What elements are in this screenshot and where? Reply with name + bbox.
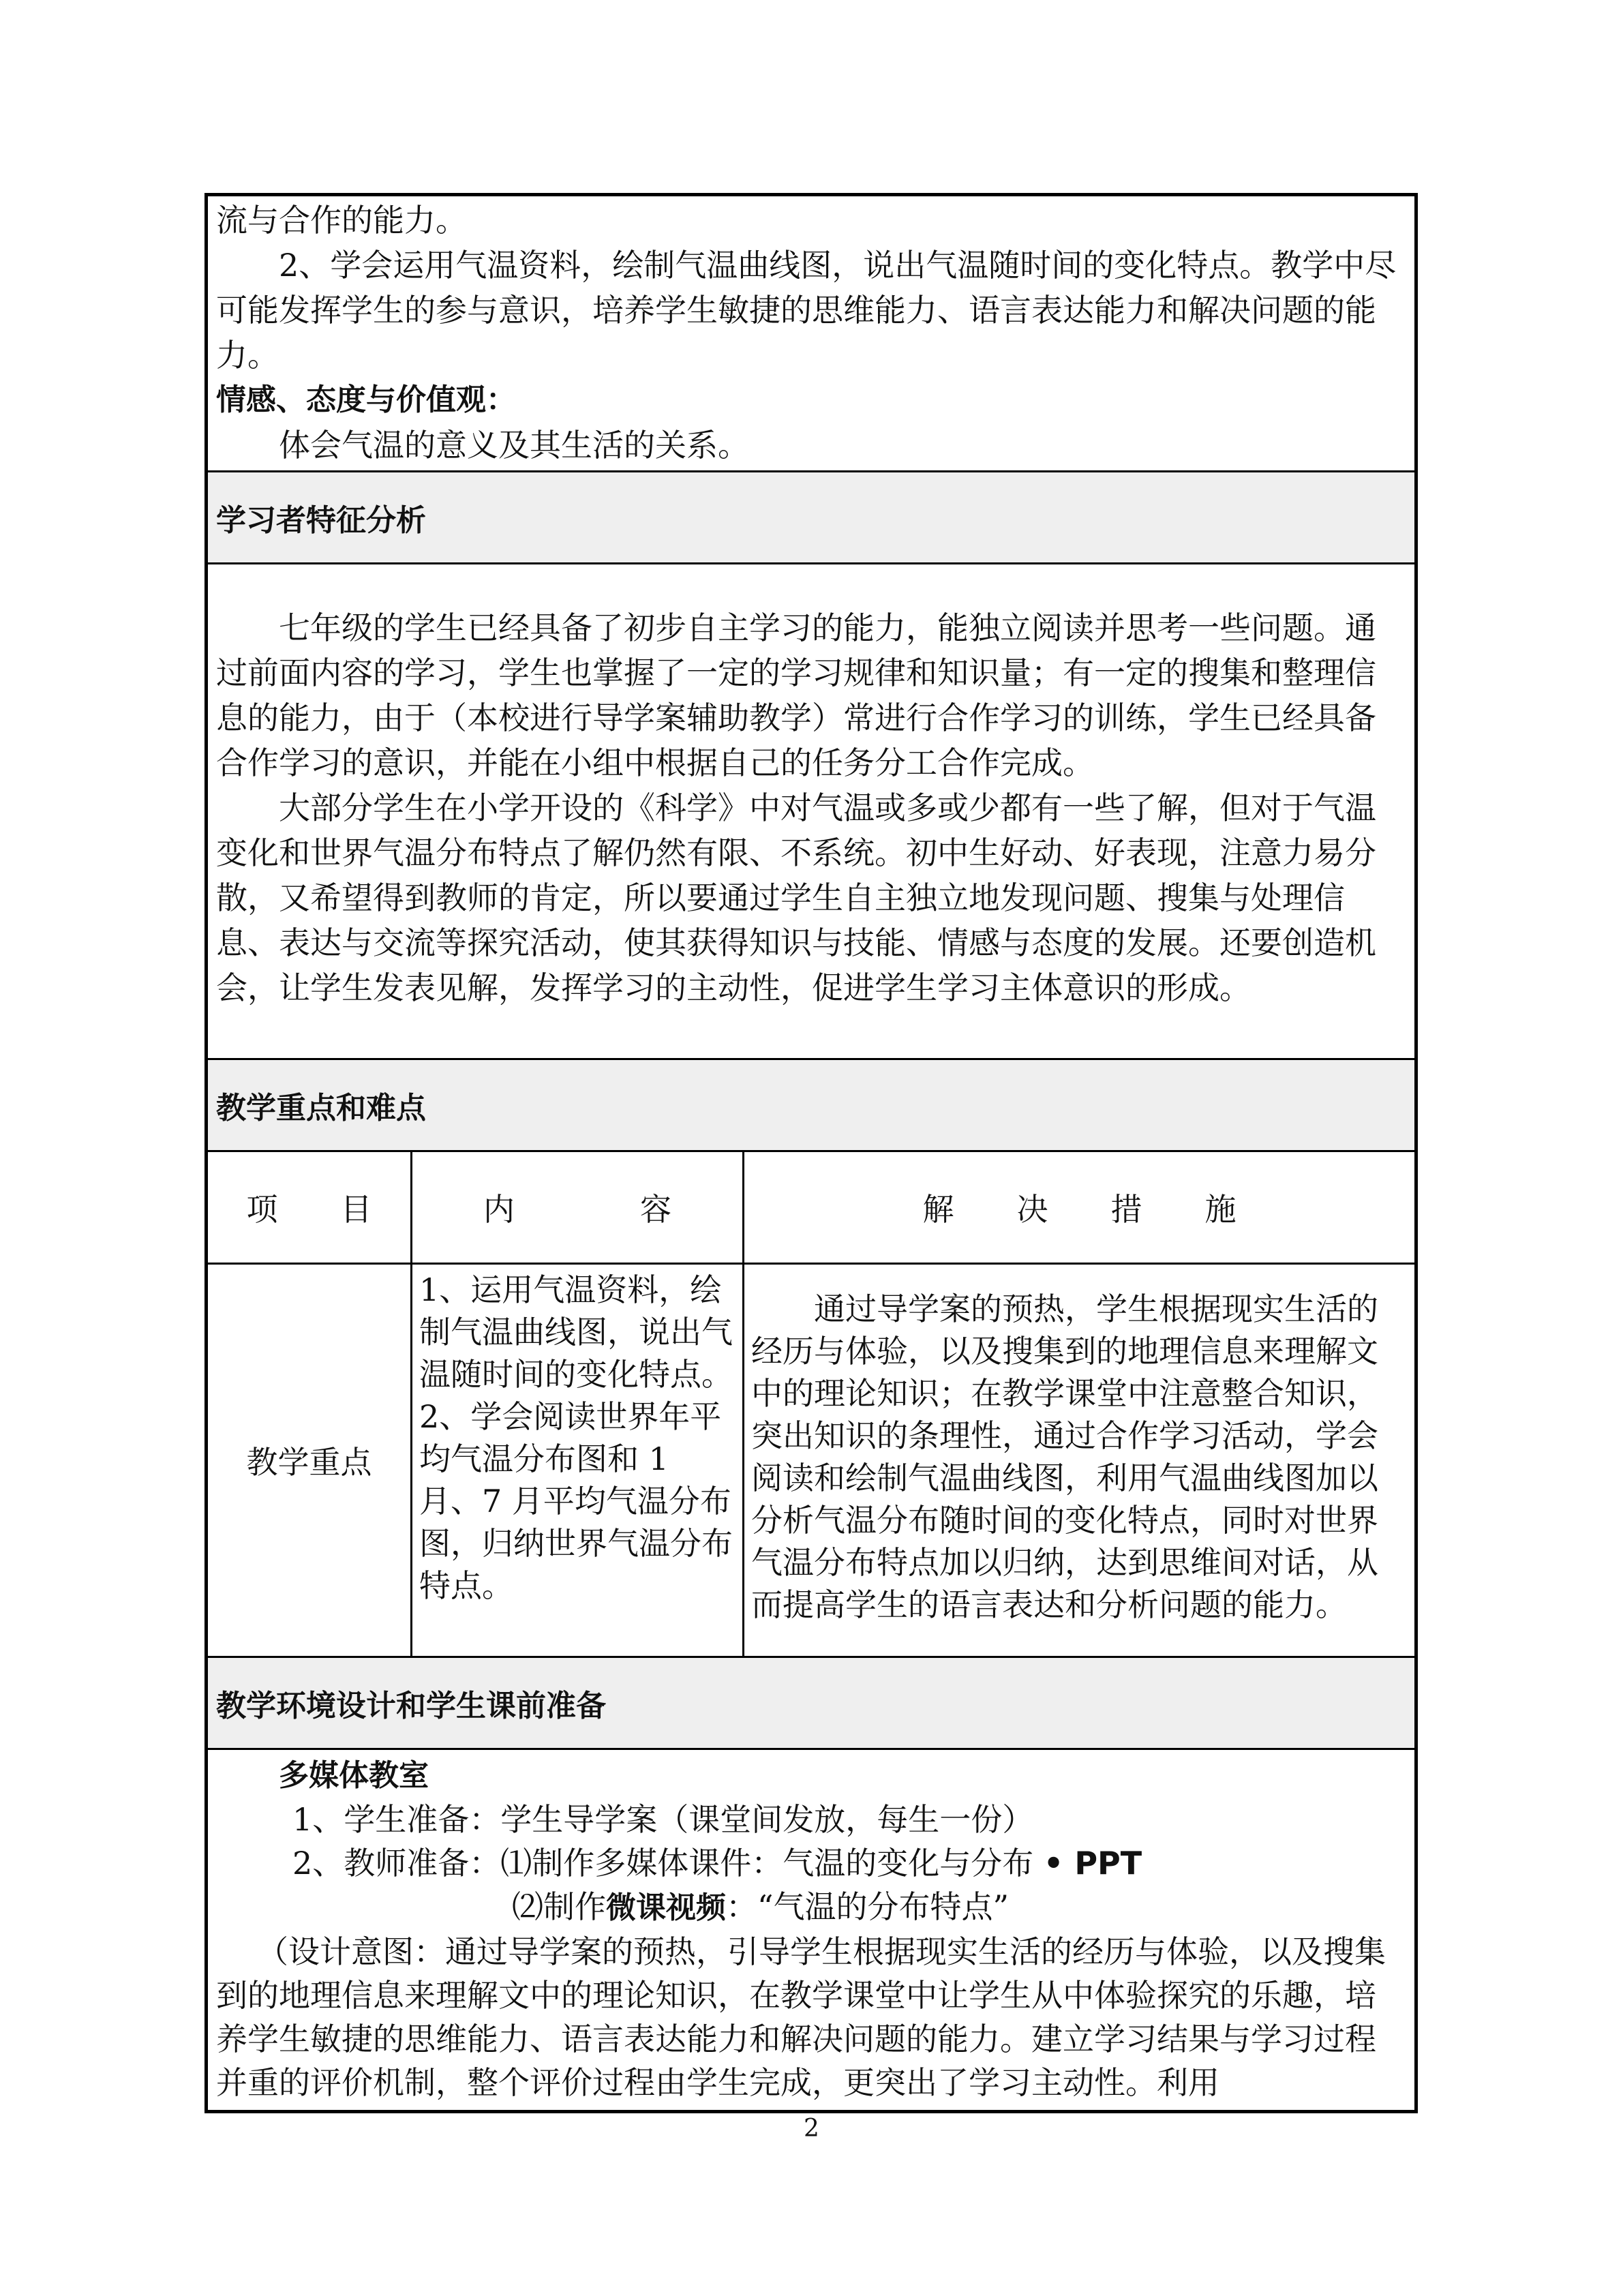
objective-line: 流与合作的能力。 — [216, 202, 467, 239]
micro-video-label: 微课视频 — [606, 1890, 726, 1925]
row-label: 教学重点 — [246, 1444, 372, 1481]
col-content-header: 内 容 — [412, 1152, 742, 1265]
teacher-prep-b — [216, 1885, 1406, 1930]
col-item-header: 项 目 — [208, 1152, 410, 1265]
objectives-section — [208, 196, 1414, 472]
learner-paragraph-2: 大部分学生在小学开设的《科学》中对气温或多或少都有一些了解，但对于气温变化和世界气温分布特点了解仍然有限、不系统。初中生好动、好表现，注意力易分散，又希望得到教师的肯定，所以要通过学生自主独立地发现问题、搜集与处理信息、表达与交流等探究活动，使其获得知识与技能、情感与态度的发展。还要创造机会，让学生发表见解，发挥学习的主动性，促进学生学习主体意识的形成。 — [216, 789, 1376, 1006]
row-content: 1、运用气温资料，绘制气温曲线图，说出气温随时间的变化特点。2、学会阅读世界年平均气温分布图和 1 月、7 月平均气温分布图，归纳世界气温分布特点。 — [419, 1271, 733, 1604]
keypoints-table — [208, 1152, 1414, 1658]
row-measure: 通过导学案的预热，学生根据现实生活的经历与体验，以及搜集到的地理信息来理解文中的理论知识；在教学课堂中注意整合知识，突出知识的条理性，通过合作学习活动，学会阅读和绘制气温曲线图，利用气温曲线图加以分析气温分布随时间的变化特点，同时对世界气温分布特点加以归纳，达到思维间对话，从而提高学生的语言表达和分析问题的能力。 — [751, 1290, 1378, 1623]
objective-2: 2、学会运用气温资料，绘制气温曲线图，说出气温随时间的变化特点。教学中尽可能发挥学生的参与意识，培养学生敏捷的思维能力、语言表达能力和解决问题的能力。 — [216, 247, 1397, 374]
room-label: 多媒体教室 — [279, 1758, 429, 1793]
learner-paragraph-1: 七年级的学生已经具备了初步自主学习的能力，能独立阅读并思考一些问题。通过前面内容的学习，学生也掌握了一定的学习规律和知识量；有一定的搜集和整理信息的能力，由于（本校进行导学案辅助教学）常进行合作学习的训练，学生已经具备合作学习的意识，并能在小组中根据自己的任务分工合作完成。 — [216, 609, 1376, 781]
lesson-plan-table — [204, 193, 1418, 2113]
emotion-text: 体会气温的意义及其生活的关系。 — [279, 427, 749, 464]
page-number: 2 — [804, 2115, 819, 2143]
design-intent: （设计意图：通过导学案的预热，引导学生根据现实生活的经历与体验，以及搜集到的地理信息来理解文中的理论知识，在教学课堂中让学生从中体验探究的乐趣，培养学生敏捷的思维能力、语言表达能力和解决问题的能力。建立学习结果与学习过程并重的评价机制，整个评价过程由学生完成，更突出了学习主动性。利用 — [216, 1933, 1386, 2101]
emotion-title: 情感、态度与价值观： — [216, 382, 516, 417]
environment-heading: 教学环境设计和学生课前准备 — [208, 1658, 1414, 1750]
learner-heading: 学习者特征分析 — [208, 472, 1414, 564]
teacher-prep-a-text: 2、教师准备：⑴制作多媒体课件：气温的变化与分布 — [292, 1845, 1034, 1882]
student-prep: 1、学生准备：学生导学案（课堂间发放，每生一份） — [292, 1801, 1034, 1838]
learner-section — [208, 564, 1414, 1060]
environment-section — [208, 1750, 1414, 2110]
col-item — [208, 1152, 412, 1656]
col-content — [412, 1152, 744, 1656]
ppt-label: • PPT — [1043, 1845, 1142, 1882]
teacher-prep-b-prefix: ⑵制作 — [512, 1888, 606, 1925]
col-measure-header: 解 决 措 施 — [744, 1152, 1414, 1265]
teacher-prep-b-suffix: ：“气温的分布特点” — [726, 1888, 1010, 1925]
teacher-prep-a — [216, 1841, 1406, 1885]
keypoints-heading: 教学重点和难点 — [208, 1060, 1414, 1152]
col-measure — [744, 1152, 1414, 1656]
